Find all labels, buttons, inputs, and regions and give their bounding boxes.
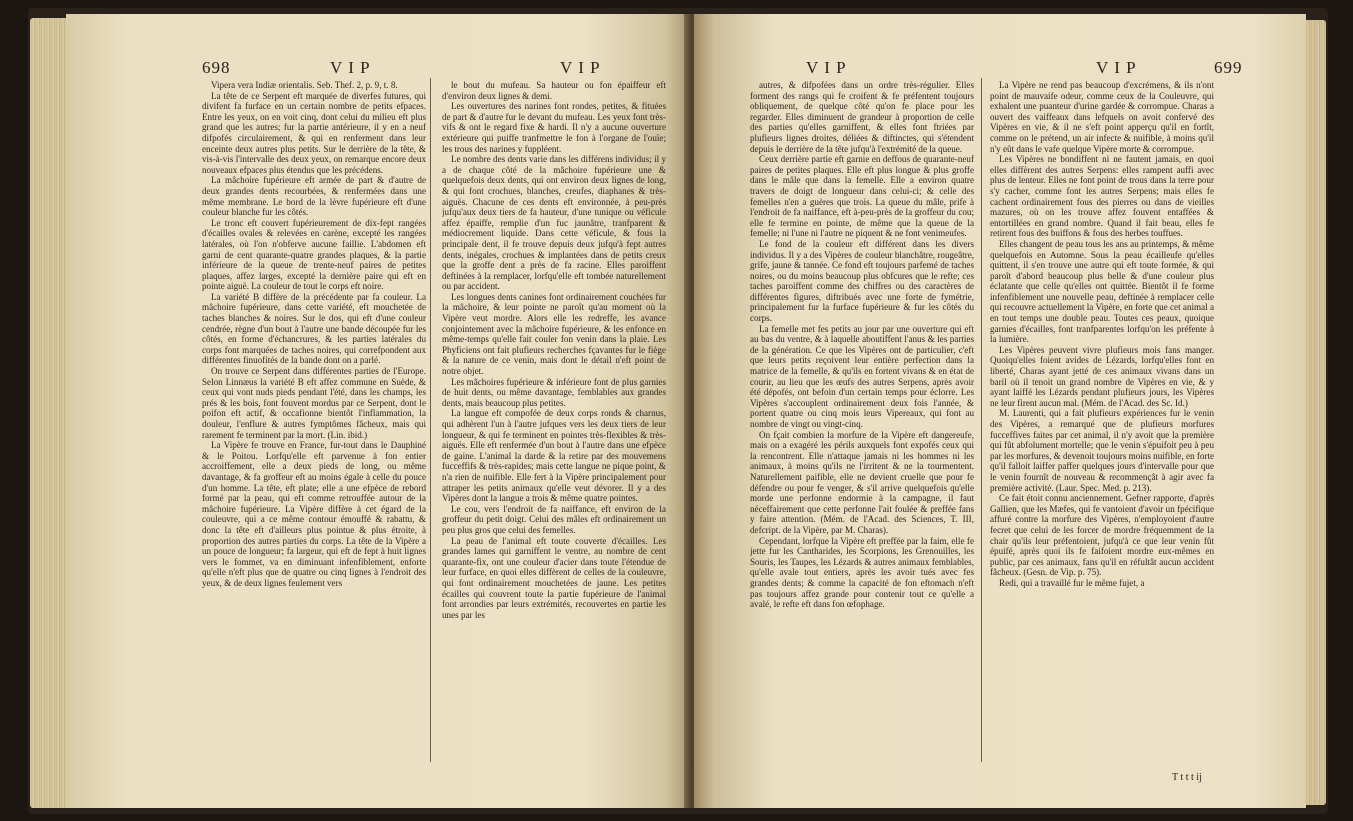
paragraph: La femelle met fes petits au jour par une ouverture qui eft au bas du ventre, & à laquelle aboutiffent l'anus & les parties de la génération. Ce que les Vipères ont de particulier, c'eft que leurs petits reçoivent leur entière perfection dans la matrice de la femelle, & qu'ils en fortent vivans & en état de courir, au lieu que les œufs des autres Serpens, après avoir été dépofés, ont befoin d'un certain temps pour éclorre. Les Vipères s'accouplent ordinairement deux fois l'année, & portent quatre ou cinq mois leurs Vipereaux, qui font au nombre de vingt ou vingt-cinq. (750, 323, 974, 429)
left-page-column-1 (202, 80, 426, 770)
paragraph: La langue eft compofée de deux corps ronds & charnus, qui adhèrent l'un à l'autre jufques vers les deux tiers de leur longueur, & qui fe terminent en pointes très-flexibles & très-aiguës. Elle eft renfermée d'un bout à l'autre dans une efpèce de gaine. L'animal la darde & la retire par des mouvemens fucceffifs & très-rapides; mais cette langue ne pique point, & n'a rien de nuifible. Elle fert à la Vipère principalement pour attraper les petits animaux qu'elle veut dévorer. Il y a des Vipères dont la langue a trois & même quatre pointes. (442, 408, 666, 504)
paragraph: La peau de l'animal eft toute couverte d'écailles. Les grandes lames qui garniffent le ventre, au nombre de cent quarante-fix, ont une couleur d'acier dans toute l'étendue de leur furface, en quoi elles diffèrent de celles de la couleuvre, qui font ordinairement mouchetées de jaune. Les petites écailles qui couvrent toute la partie fupérieure de l'animal font arrondies par leurs extrémités, recouvertes en partie les unes par les (442, 535, 666, 620)
paragraph: Les ouvertures des narines font rondes, petites, & fituées de part & d'autre fur le devant du mufeau. Les yeux font très-vifs & ont le regard fixe & hardi. Il n'y a aucune ouverture extérieure qui puiffe tranfmettre le fon à l'organe de l'ouïe; les trous des narines y fuppléent. (442, 101, 666, 154)
paragraph: Le tronc eft couvert fupérieurement de dix-fept rangées d'écailles ovales & relevées en carène, excepté les rangées latérales, où l'on n'obferve aucune faillie. L'abdomen eft garni de cent quarante-quatre grandes plaques, & la partie inférieure de la queue de trente-neuf paires de petites plaques, affez larges, excepté la dernière paire qui eft en pointe aiguë. La couleur de tout le corps eft noire. (202, 217, 426, 292)
paragraph: autres, & difpofées dans un ordre très-régulier. Elles forment des rangs qui fe croifent & fe préfentent toujours obliquement, de quelque côté qu'on fe place pour les regarder. Elles diminuent de grandeur à proportion de celle des parties qu'elles garniffent, & elles font ftriées par plufieurs lignes droites, déliées & diftinctes, qui s'étendent depuis le derrière de la tête jufqu'à l'extrémité de la queue. (750, 80, 974, 154)
paragraph: Vipera vera Indiæ orientalis. Seb. Thef. 2, p. 9, t. 8. (211, 80, 398, 90)
paragraph: La mâchoire fupérieure eft armée de part & d'autre de deux grandes dents recourbées, & renfermées dans une même membrane. Le bord de la lèvre fupérieure eft d'une couleur blanche fur les côtés. (202, 175, 426, 218)
column-rule-left (430, 78, 431, 762)
left-page (66, 14, 689, 808)
paragraph: Le nombre des dents varie dans les différens individus; il y a de chaque côté de la mâchoire fupérieure une & quelquefois deux dents, qui ont environ deux lignes de long, & qui font crochues, blanches, creufes, diaphanes & très-aiguës. Chacune de ces dents eft environnée, à peu-près jufqu'aux deux tiers de fa hauteur, d'une tunique ou véficule affez épaiffe, remplie d'un fuc jaunâtre, tranfparent & médiocrement liquide. Dans cette véficule, & fous la principale dent, il fe trouve depuis deux jufqu'à fept autres dents, inégales, crochues & implantées dans de petits creux que la groffe dent a près de fa racine. Elles paroiffent deftinées à la remplacer, lorfqu'elle eft tombée naturellement ou par accident. (442, 154, 666, 292)
paragraph: M. Laurenti, qui a fait plufieurs expériences fur le venin des Vipères, a remarqué que de plufieurs morfures fucceffives faites par cet animal, il n'y avoit que la première qui fût abfolument mortelle; que le venin s'épuifoit peu à peu par les morfures, & devenoit toujours moins nuifible, en forte qu'il falloit laiffer paffer quelques jours d'intervalle pour que le venin fournît de nouveau & recommençât à agir avec fa première activité. (Laur. Spec. Med. p. 213). (990, 408, 1214, 493)
running-head-right-b: V I P (1096, 58, 1137, 77)
paragraph: La variété B diffère de la précédente par fa couleur. La mâchoire fupérieure, dans cette variété, eft mouchetée de taches blanches & noires. Sur le dos, qui eft d'une couleur cendrée, règne d'un bout à l'autre une bande découpée fur les côtés, en forme d'échancrures, & les parties latérales du corps font marquées de taches noires, qui correfpondent aux différentes finuofités de la bande dont on a parlé. (202, 291, 426, 366)
running-head-right-a: V I P (806, 58, 847, 77)
paragraph: le bout du mufeau. Sa hauteur ou fon épaiffeur eft d'environ deux lignes & demi. (442, 80, 666, 101)
paragraph: Cependant, lorfque la Vipère eft preffée par la faim, elle fe jette fur les Cantharides, les Scorpions, les Grenouilles, les Souris, les Taupes, les Lézards & autres animaux femblables, qu'elle avale tout entiers, après les avoir tués avec fes grandes dents; & comme la capacité de fon eftomach n'eft pas toujours affez grande pour contenir tout ce qu'elle a avalé, le refte eft dans fon œfophage. (750, 535, 974, 610)
running-head-left-a: V I P (330, 58, 371, 77)
page-number-right: 699 (1214, 58, 1243, 77)
paragraph: Ce fait étoit connu anciennement. Gefner rapporte, d'après Gallien, que les Mæfes, qui fe vantoient d'avoir un fpécifique affuré contre la morfure des Vipères, n'employoient d'autre fecret que celui de les forcer de mordre fréquemment de la chair qu'ils leur préfentoient, jufqu'à ce que leur venin fût épuifé, après quoi ils fe faifoient mordre eux-mêmes en public, par ces animaux, fans qu'il en réfultât aucun accident fâcheux. (Gesn. de Vip. p. 75). (990, 493, 1214, 578)
paragraph: On fçait combien la morfure de la Vipère eft dangereufe, mais on a exagéré les périls auxquels font expofés ceux qui la rencontrent. Elle n'attaque jamais ni les hommes ni les animaux, à moins qu'ils ne l'irritent & ne la tourmentent. Naturellement paifible, elle ne devient cruelle que pour fe défendre ou pour fe venger, & s'il arrive quelquefois qu'elle morde une perfonne endormie à la campagne, il faut néceffairement que cette perfonne l'ait foulée & preffée fans y faire attention. (Mém. de l'Acad. des Sciences, T. III, defcript. de la Vipère, par M. Charas). (750, 429, 974, 535)
paragraph: Ceux derrière partie eft garnie en deffous de quarante-neuf paires de petites plaques. Elle eft plus longue & plus groffe dans le mâle que dans la femelle. Elle a environ quatre travers de doigt de longueur dans celui-ci; & celle des femelles n'en a guères que trois. La queue du mâle, prife à l'endroit de fa naiffance, eft à-peu-près de la groffeur du cou; elle fe termine en pointe, de même que la queue de la femelle; ni l'une ni l'autre ne piquent & ne font venimeufes. (750, 154, 974, 239)
running-head-left-b: V I P (560, 58, 601, 77)
paragraph: Les mâchoires fupérieure & inférieure font de plus garnies de huit dents, ou même davantage, femblables aux grandes dents, mais beaucoup plus petites. (442, 376, 666, 408)
paragraph: Le fond de la couleur eft différent dans les divers individus. Il y a des Vipères de couleur blanchâtre, rougeâtre, grife, jaune & tannée. Ce fond eft toujours parfemé de taches noires, ou du moins beaucoup plus obfcures que le refte; ces taches paroiffent comme des chiffres ou des caractères de différentes figures, diftribués avec une forte de fymétrie, principalement fur la furface fupérieure & fur les côtés du corps. (750, 238, 974, 324)
paragraph: Le cou, vers l'endroit de fa naiffance, eft environ de la groffeur du petit doigt. Celui des mâles eft ordinairement un peu plus gros que celui des femelles. (442, 503, 666, 535)
right-page-column-2 (990, 80, 1214, 770)
paragraph: Les longues dents canines font ordinairement couchées fur la mâchoire, & leur pointe ne paroît qu'au moment où la Vipère veut mordre. Alors elle les redreffe, les avance conjointement avec la mâchoire fupérieure, & les enfonce en même-temps qu'elle fait couler fon venin dans la plaie. Les Phyficiens ont fait plufieurs recherches fçavantes fur le fiège & la nature de ce venin, mais dont le détail n'eft point de notre objet. (442, 291, 666, 377)
right-page-column-1 (750, 80, 974, 770)
page-number-left: 698 (202, 58, 231, 77)
paragraph: Redi, qui a travaillé fur le même fujet, a (999, 577, 1145, 588)
column-rule-right (981, 78, 982, 762)
right-page (694, 14, 1306, 808)
paragraph: La Vipère fe trouve en France, fur-tout dans le Dauphiné & le Poitou. Lorfqu'elle eft parvenue à fon entier accroiffement, elle a deux pieds de long, ou même davantage, & fa groffeur eft au moins égale à celle du pouce d'un homme. La tête, eft plate; elle a une efpèce de rebord formé par la peau, qui eft comme retrouffée autour de la mâchoire fupérieure. La Vipère diffère à cet égard de la couleuvre, qui a ce même contour émouffé & rabattu, & donc la tête eft d'ailleurs plus pointue & plus étroite, à proportion des autres parties du corps. La tête de la Vipère a un pouce de longueur; fa largeur, qui eft de fept à huit lignes vers le fommet, va en diminuant infenfiblement, enforte qu'elle n'eft plus que de quatre ou cinq lignes à l'endroit des yeux, & de deux lignes feulement vers (202, 440, 426, 588)
signature-mark: T t t t ij (1172, 772, 1202, 783)
paragraph: Elles changent de peau tous les ans au printemps, & même quelquefois en Automne. Sous la peau écailleufe qu'elles quittent, il s'en trouve une autre qui eft toute formée, & qui paroît d'abord beaucoup plus belle & d'une couleur plus éclatante que celle qu'elles ont quittée. Bientôt il fe forme infenfiblement une nouvelle peau, deftinée à remplacer celle qui recouvre actuellement la Vipère, en forte que cet animal a en tout temps une double peau. Toutes ces peaux, quoique garnies d'écailles, font tranfparentes lorfqu'on les préfente à la lumière. (990, 238, 1214, 345)
paragraph: La Vipère ne rend pas beaucoup d'excrémens, & ils n'ont point de mauvaife odeur, comme ceux de la Couleuvre, qui exhalent une puanteur d'urine gardée & corrompue. Charas a ouvert des vaiffeaux dans lefquels on avoit confervé des Vipères en vie, & il ne s'eft point apperçu qu'il en fortît, comme on le prétend, un air infecte & nuifible, à moins qu'il n'y eût dans le vafe quelque Vipère morte & corrompue. (990, 80, 1214, 154)
left-page-column-2 (442, 80, 666, 770)
paragraph: La tête de ce Serpent eft marquée de diverfes futures, qui divifent fa furface en un certain nombre de petits efpaces. Entre les yeux, on en voit cinq, dont celui du milieu eft plus grand que les autres; fur la partie antérieure, il y en a neuf difpofés circulairement, & qui en renferment dans leur enceinte deux autres plus petits. Sur le derrière de la tête, & vis-à-vis l'intervalle des deux yeux, on remarque encore deux nouveaux efpaces plus étendus que les précédens. (202, 90, 426, 175)
paragraph: On trouve ce Serpent dans différentes parties de l'Europe. Selon Linnæus la variété B eft affez commune en Suède, & ceux qui vont nuds pieds pendant l'été, dans les champs, les prés & les bois, font fouvent mordus par ce Serpent, dont le poifon eft actif, & occafionne bientôt l'inflammation, la douleur, l'enflure & autres fymptômes fâcheux, mais qui rarement fe terminent par la mort. (Lin. ibid.) (202, 366, 426, 440)
paragraph: Les Vipères ne bondiffent ni ne fautent jamais, en quoi elles diffèrent des autres Serpens: elles rampent auffi avec plus de lenteur. Elles ne font point de trous dans la terre pour s'y cacher, comme font les autres Serpens; mais elles fe cachent ordinairement fous des pierres ou dans de vieilles mazures, où on les trouve affez fouvent entaffées & entortillées en grand nombre. Quand il fait beau, elles fe retirent fous des buiffons & fous des herbes touffues. (990, 154, 1214, 239)
paragraph: Les Vipères peuvent vivre plufieurs mois fans manger. Quoiqu'elles foient avides de Lézards, lorfqu'elles font en liberté, Charas ayant jetté de ces animaux vivans dans un baril où il tenoit un grand nombre de Vipères en vie, & y ayant laiffé les Lézards pendant plufieurs jours, les Vipères ne leur firent aucun mal. (Mém. de l'Acad. des Sc. Id.) (990, 344, 1214, 408)
